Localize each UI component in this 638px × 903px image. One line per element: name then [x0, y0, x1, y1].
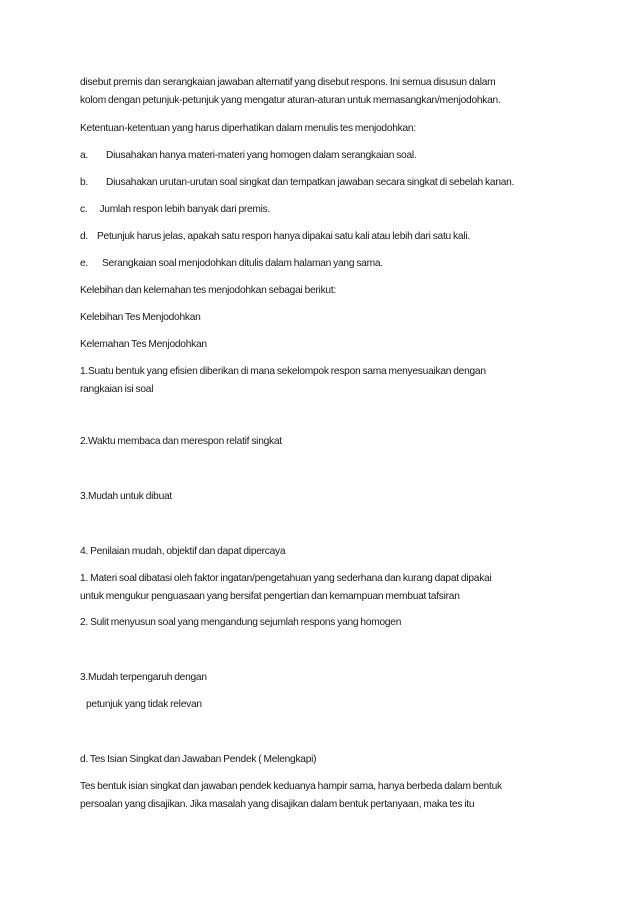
- text-line: kolom dengan petunjuk-petunjuk yang mengatur aturan-aturan untuk memasangkan/menjodohkan.: [80, 95, 501, 106]
- text-line: petunjuk yang tidak relevan: [86, 699, 202, 710]
- list-text: Petunjuk harus jelas, apakah satu respon hanya dipakai satu kali atau lebih dari satu kali.: [97, 231, 470, 242]
- text-line: Kelemahan Tes Menjodohkan: [80, 339, 207, 350]
- list-marker: a.: [80, 150, 88, 161]
- text-line: d. Tes Isian Singkat dan Jawaban Pendek ( Melengkapi): [80, 754, 317, 765]
- text-line: 4. Penilaian mudah, objektif dan dapat dipercaya: [80, 546, 286, 557]
- list-marker: d.: [80, 231, 88, 242]
- list-item-b: [80, 174, 514, 192]
- section-heading-isian-singkat: [80, 751, 316, 769]
- text-line: persoalan yang disajikan. Jika masalah yang disajikan dalam bentuk pertanyaan, maka tes itu: [80, 799, 475, 810]
- list-item-d: [80, 228, 470, 246]
- kelemahan-item-1: [80, 570, 491, 606]
- kelebihan-item-3: [80, 488, 172, 506]
- text-line: 2. Sulit menyusun soal yang mengandung sejumlah respons yang homogen: [80, 617, 402, 628]
- text-line: 1.Suatu bentuk yang efisien diberikan di mana sekelompok respon sama menyesuaikan dengan: [80, 366, 486, 377]
- paragraph-ketentuan-heading: [80, 120, 416, 138]
- list-text: Diusahakan hanya materi-materi yang homogen dalam serangkaian soal.: [106, 150, 417, 161]
- text-line: Kelebihan dan kelemahan tes menjodohkan sebagai berikut:: [80, 285, 336, 296]
- list-text: Jumlah respon lebih banyak dari premis.: [99, 204, 271, 215]
- text-line: 1. Materi soal dibatasi oleh faktor ingatan/pengetahuan yang sederhana dan kurang dapat dipakai: [80, 573, 492, 584]
- kelebihan-item-4: [80, 543, 285, 561]
- list-item-e: [80, 255, 383, 273]
- list-marker: b.: [80, 177, 88, 188]
- kelebihan-item-2: [80, 433, 282, 451]
- heading-kelemahan: [80, 336, 207, 354]
- list-text: Serangkaian soal menjodohkan ditulis dalam halaman yang sama.: [102, 258, 383, 269]
- text-line: rangkaian isi soal: [80, 384, 154, 395]
- kelemahan-item-2: [80, 614, 401, 632]
- text-line: untuk mengukur penguasaan yang bersifat pengertian dan kemampuan membuat tafsiran: [80, 591, 460, 602]
- text-line: 3.Mudah untuk dibuat: [80, 491, 172, 502]
- list-item-a: [80, 147, 416, 165]
- kelebihan-item-1: [80, 363, 486, 399]
- kelemahan-item-3: [80, 669, 207, 687]
- list-marker: c.: [80, 204, 88, 215]
- list-text: Diusahakan urutan-urutan soal singkat dan tempatkan jawaban secara singkat di sebelah kanan.: [106, 177, 515, 188]
- heading-kelebihan: [80, 309, 201, 327]
- text-line: 2.Waktu membaca dan merespon relatif singkat: [80, 436, 282, 447]
- text-line: Kelebihan Tes Menjodohkan: [80, 312, 201, 323]
- paragraph-isian-singkat: [80, 778, 502, 814]
- text-line: Ketentuan-ketentuan yang harus diperhatikan dalam menulis tes menjodohkan:: [80, 123, 416, 134]
- list-item-c: [80, 201, 270, 219]
- paragraph-kelebihan-kelemahan: [80, 282, 336, 300]
- list-marker: e.: [80, 258, 88, 269]
- kelemahan-item-3-continued: [80, 696, 202, 714]
- text-line: 3.Mudah terpengaruh dengan: [80, 672, 207, 683]
- paragraph-intro: [80, 74, 501, 110]
- text-line: disebut premis dan serangkaian jawaban alternatif yang disebut respons. Ini semua disusun dalam: [80, 77, 496, 88]
- text-line: Tes bentuk isian singkat dan jawaban pendek keduanya hampir sama, hanya berbeda dalam bentuk: [80, 781, 502, 792]
